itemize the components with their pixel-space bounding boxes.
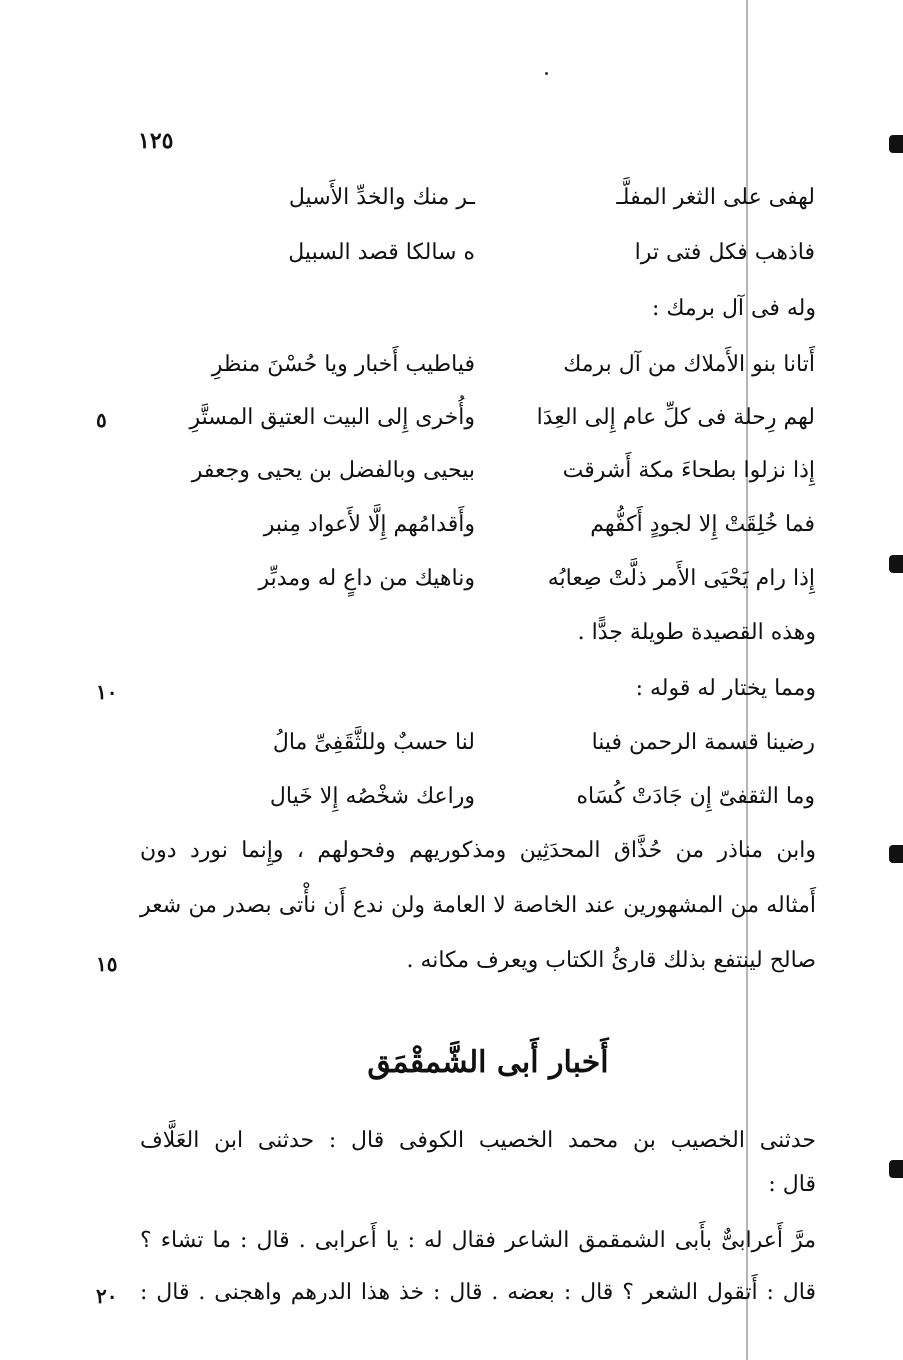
verse-line bbox=[165, 352, 815, 392]
edge-tab-marker bbox=[889, 555, 903, 573]
verse-first-hemistich: رضينا قسمة الرحمن فينا bbox=[591, 730, 815, 755]
prose-line: صالح لينتفع بذلك قارئُ الكتاب ويعرف مكانه . bbox=[406, 948, 816, 973]
narrative-line: قال : bbox=[768, 1172, 816, 1197]
verse-line bbox=[165, 512, 815, 552]
verse-first-hemistich: أَتانا بنو الأَملاك من آل برمك bbox=[563, 352, 815, 377]
page-number: ١٢٥ bbox=[138, 128, 174, 154]
verse-first-hemistich: لهفى على الثغر المفلَّـ bbox=[616, 185, 815, 210]
verse-line bbox=[165, 185, 815, 225]
verse-second-hemistich: ـر منك والخدِّ الأَسيل bbox=[288, 185, 475, 210]
line-number: ٥ bbox=[96, 408, 107, 432]
note-line: وهذه القصيدة طويلة جدًّا . bbox=[577, 620, 816, 645]
verse-first-hemistich: فاذهب فكل فتى ترا bbox=[634, 240, 815, 265]
verse-first-hemistich: وما الثقفىّ إِن جَادَتْ كُسَاه bbox=[576, 784, 815, 809]
line-number: ١٠ bbox=[96, 680, 118, 704]
prose-line: أَمثاله من المشهورين عند الخاصة لا العامة ولن ندع أَن نأْتى بصدر من شعر bbox=[140, 893, 816, 918]
verse-first-hemistich: إِذا نزلوا بطحاءَ مكة أَشرقت bbox=[562, 458, 815, 483]
verse-second-hemistich: وأُخرى إِلى البيت العتيق المستَّرِ bbox=[189, 405, 475, 430]
ink-speck bbox=[545, 72, 548, 75]
verse-line bbox=[165, 784, 815, 824]
narrative-line: مرَّ أَعرابىٌّ بأَبى الشمقمق الشاعر فقال له : يا أَعرابى . قال : ما تشاء ؟ bbox=[140, 1228, 816, 1253]
section-heading: أَخبار أَبى الشَّمقْمَق bbox=[367, 1045, 609, 1080]
line-number: ٢٠ bbox=[96, 1284, 118, 1308]
verse-second-hemistich: وناهيك من داعٍ له ومدبِّر bbox=[258, 566, 475, 591]
prose-line: وابن مناذر من حُذَّاق المحدَثِين ومذكوريهم وفحولهم ، وإِنما نورد دون bbox=[140, 838, 816, 863]
verse-line bbox=[165, 730, 815, 770]
verse-line bbox=[165, 566, 815, 606]
verse-line bbox=[165, 405, 815, 445]
verse-first-hemistich: إِذا رام يَحْيَى الأَمر ذلَّتْ صِعابُه bbox=[547, 566, 815, 591]
verse-line bbox=[165, 458, 815, 498]
verse-line bbox=[165, 240, 815, 280]
line-number: ١٥ bbox=[96, 952, 118, 976]
narrative-line: حدثنى الخصيب بن محمد الخصيب الكوفى قال : حدثنى ابن العَلَّاف bbox=[140, 1128, 816, 1153]
verse-second-hemistich: وراعك شخْصُه إِلا خَيال bbox=[269, 784, 475, 809]
verse-second-hemistich: وأَقدامُهم إِلَّا لأَعواد مِنبر bbox=[263, 512, 475, 537]
intro-line: ومما يختار له قوله : bbox=[635, 676, 816, 701]
verse-first-hemistich: فما خُلِقَتْ إِلا لجودٍ أَكفُّهم bbox=[590, 512, 815, 537]
verse-second-hemistich: ه سالكا قصد السبيل bbox=[288, 240, 475, 265]
verse-first-hemistich: لهم رِحلة فى كلِّ عام إِلى العِدَا bbox=[536, 405, 815, 430]
verse-second-hemistich: بيحيى وبالفضل بن يحيى وجعفر bbox=[191, 458, 475, 483]
verse-second-hemistich: فياطيب أَخبار ويا حُسْنَ منظرِ bbox=[211, 352, 475, 377]
intro-line: وله فى آل برمك : bbox=[651, 296, 816, 321]
edge-tab-marker bbox=[889, 1160, 903, 1178]
edge-tab-marker bbox=[889, 845, 903, 863]
edge-tab-marker bbox=[889, 135, 903, 153]
narrative-line: قال : أَتقول الشعر ؟ قال : بعضه . قال : خذ هذا الدرهم واهجنى . قال : bbox=[140, 1280, 816, 1305]
verse-second-hemistich: لنا حسبٌ وللثَّقَفِىِّ مالُ bbox=[272, 730, 475, 755]
